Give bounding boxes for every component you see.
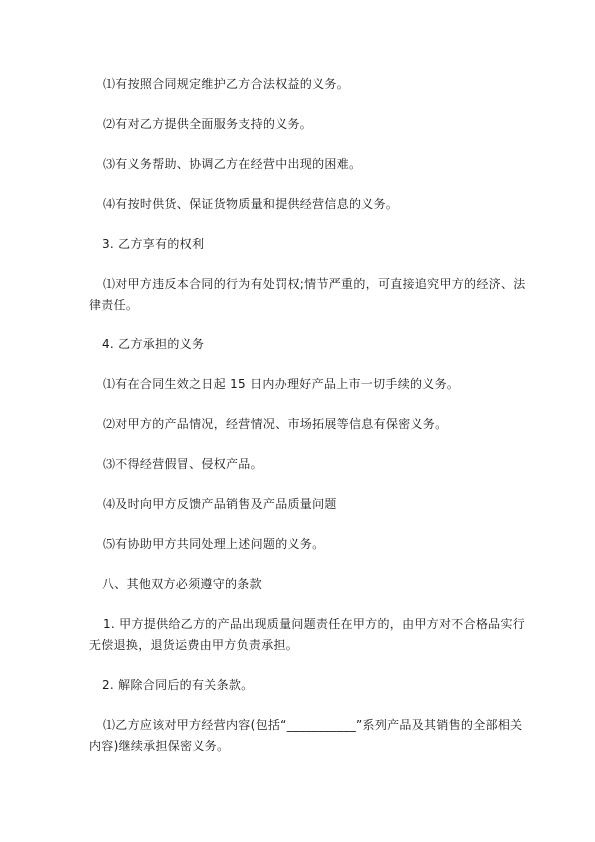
paragraph-3: ⑶有义务帮助、协调乙方在经营中出现的困难。 <box>103 157 362 171</box>
section-heading-4: 4. 乙方承担的义务 <box>102 337 205 351</box>
paragraph-6: ⑴有在合同生效之日起 15 日内办理好产品上市一切手续的义务。 <box>103 377 460 391</box>
paragraph-7: ⑵对甲方的产品情况，经营情况、市场拓展等信息有保密义务。 <box>103 417 448 431</box>
paragraph-8: ⑶不得经营假冒、侵权产品。 <box>103 457 263 471</box>
paragraph-9: ⑷及时向甲方反馈产品销售及产品质量问题 <box>103 497 337 511</box>
paragraph-11: 1. 甲方提供给乙方的产品出现质量问题责任在甲方的，由甲方对不合格品实行无偿退换，退货运费由甲方负责承担。 <box>89 617 526 652</box>
paragraph-1: ⑴有按照合同规定维护乙方合法权益的义务。 <box>103 77 350 91</box>
clause-heading-2: 2. 解除合同后的有关条款。 <box>102 678 254 692</box>
paragraph-5: ⑴对甲方违反本合同的行为有处罚权;情节严重的，可直接追究甲方的经济、法律责任。 <box>89 277 526 312</box>
section-heading-3: 3. 乙方享有的权利 <box>102 237 205 251</box>
paragraph-2: ⑵有对乙方提供全面服务支持的义务。 <box>103 117 313 131</box>
paragraph-12: ⑴乙方应该对甲方经营内容(包括“___________”系列产品及其销售的全部相关内容)继续承担保密义务。 <box>89 718 523 753</box>
paragraph-4: ⑷有按时供货、保证货物质量和提供经营信息的义务。 <box>103 197 399 211</box>
section-heading-8: 八、其他双方必须遵守的条款 <box>102 577 262 591</box>
paragraph-10: ⑸有协助甲方共同处理上述问题的义务。 <box>103 537 325 551</box>
